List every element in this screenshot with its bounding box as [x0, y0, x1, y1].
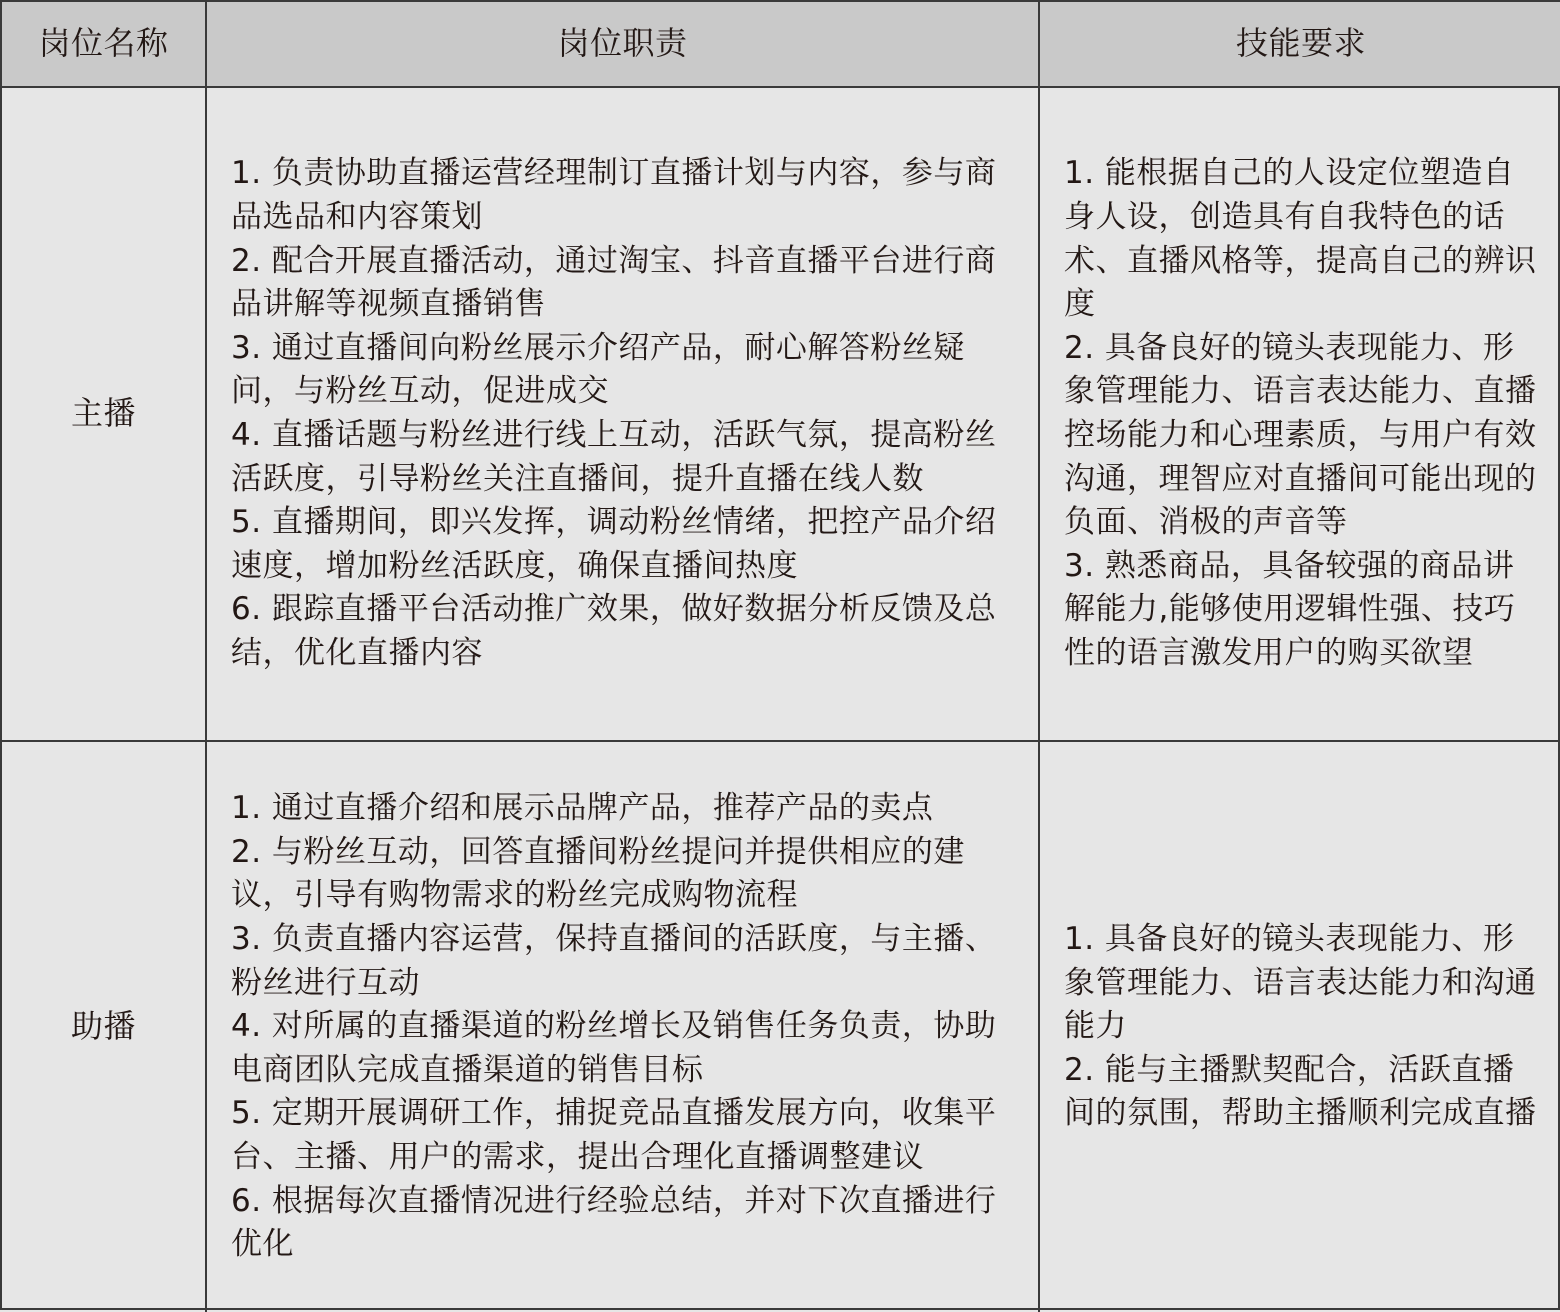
- skill-item: 2. 能与主播默契配合，活跃直播间的氛围，帮助主播顺利完成直播: [1064, 1051, 1537, 1132]
- skills-assistant: [1040, 742, 1560, 1312]
- skills-anchor: [1040, 88, 1560, 742]
- duty-item: 5. 定期开展调研工作，捕捉竞品直播发展方向，收集平台、主播、用户的需求，提出合理化直播调整建议: [231, 1095, 997, 1175]
- duty-item: 3. 负责直播内容运营，保持直播间的活跃度，与主播、粉丝进行互动: [231, 921, 997, 1001]
- skill-item: 2. 具备良好的镜头表现能力、形象管理能力、语言表达能力、直播控场能力和心理素质，与用户有效沟通，理智应对直播间可能出现的负面、消极的声音等: [1064, 329, 1537, 541]
- duty-item: 6. 根据每次直播情况进行经验总结，并对下次直播进行优化: [231, 1182, 997, 1263]
- duties-assistant: [207, 742, 1040, 1312]
- duties-anchor: [207, 88, 1040, 742]
- duty-item: 3. 通过直播间向粉丝展示介绍产品，耐心解答粉丝疑问，与粉丝互动，促进成交: [231, 329, 965, 410]
- duty-item: 4. 对所属的直播渠道的粉丝增长及销售任务负责，协助电商团队完成直播渠道的销售目标: [231, 1008, 997, 1088]
- duty-item: 6. 跟踪直播平台活动推广效果，做好数据分析反馈及总结，优化直播内容: [231, 591, 997, 671]
- duty-item: 1. 负责协助直播运营经理制订直播计划与内容，参与商品选品和内容策划: [231, 155, 997, 236]
- skill-item: 1. 具备良好的镜头表现能力、形象管理能力、语言表达能力和沟通能力: [1064, 921, 1537, 1045]
- duty-item: 5. 直播期间，即兴发挥，调动粉丝情绪，把控产品介绍速度，增加粉丝活跃度，确保直播间热度: [231, 504, 997, 584]
- header-duties: 岗位职责: [207, 2, 1040, 88]
- header-skills: 技能要求: [1040, 2, 1560, 88]
- duty-item: 4. 直播话题与粉丝进行线上互动，活跃气氛，提高粉丝活跃度，引导粉丝关注直播间，提升直播在线人数: [231, 417, 997, 497]
- duty-item: 2. 与粉丝互动，回答直播间粉丝提问并提供相应的建议，引导有购物需求的粉丝完成购物流程: [231, 833, 965, 914]
- skill-item: 1. 能根据自己的人设定位塑造自身人设，创造具有自我特色的话术、直播风格等，提高自己的辨识度: [1064, 155, 1537, 323]
- header-position-name: 岗位名称: [2, 2, 207, 88]
- duty-item: 2. 配合开展直播活动，通过淘宝、抖音直播平台进行商品讲解等视频直播销售: [231, 242, 997, 323]
- skill-item: 3. 熟悉商品，具备较强的商品讲解能力,能够使用逻辑性强、技巧性的语言激发用户的购买欲望: [1064, 547, 1516, 671]
- position-name-assistant: 助播: [2, 742, 207, 1312]
- duty-item: 1. 通过直播介绍和展示品牌产品，推荐产品的卖点: [231, 790, 934, 827]
- position-name-anchor: 主播: [2, 88, 207, 742]
